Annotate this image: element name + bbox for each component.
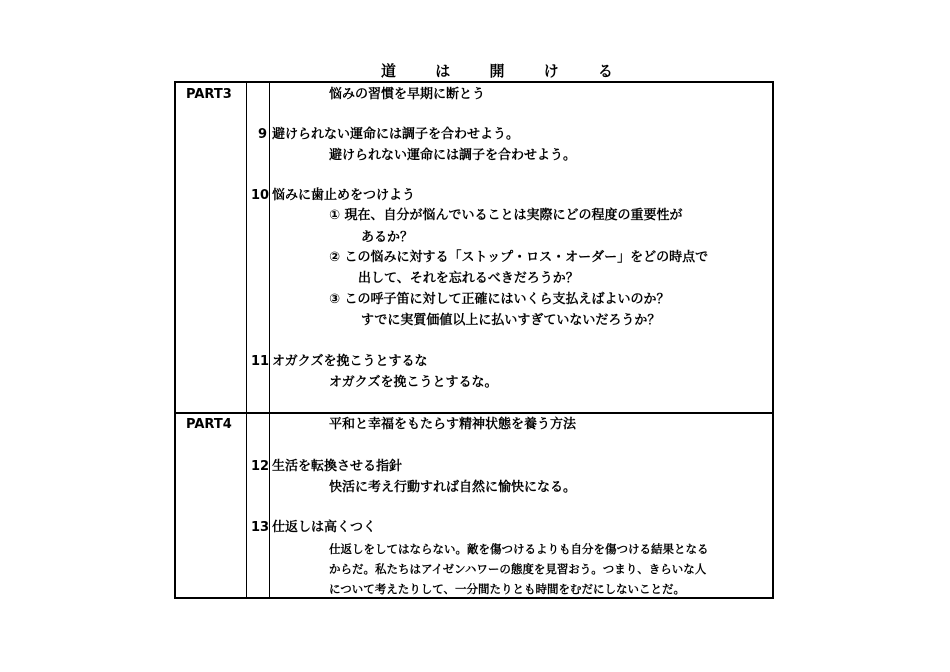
entry-body-13-line-1: 仕返しをしてはならない。敵を傷つけるよりも自分を傷つける結果となる [329,542,709,556]
part3-heading: 悩みの習慣を早期に断とう [329,87,486,102]
entry-body-10-line-6: すでに実質価値以上に払いすぎていないだろうか？ [361,313,661,328]
entry-body-12: 快活に考え行動すれば自然に愉快になる。 [329,480,577,495]
entry-body-9: 避けられない運命には調子を合わせよう。 [329,148,577,163]
entry-body-10-line-4: 出して、それを忘れるべきだろうか？ [358,271,579,286]
column-divider-1 [246,82,247,598]
entry-body-10-line-3: ② この悩みに対する「ストップ・ロス・オーダー」をどの時点で [329,250,709,265]
part-divider [174,412,774,414]
entry-body-13-line-3: について考えたりして、一分間たりとも時間をむだにしないことだ。 [329,582,686,596]
part4-heading: 平和と幸福をもたらす精神状態を養う方法 [329,417,577,432]
document-title: 道 は 開 け る [381,62,630,80]
entry-number-10: 10 [251,188,270,203]
part4-label: PART4 [186,417,232,432]
entry-title-10: 悩みに歯止めをつけよう [272,188,416,203]
entry-body-10-line-2: あるか？ [361,230,414,245]
entry-number-9: 9 [258,127,268,142]
entry-title-11: オガクズを挽こうとするな [272,354,428,369]
entry-body-13-line-2: からだ。私たちはアイゼンハワーの態度を見習おう。つまり、きらいな人 [329,562,707,576]
entry-title-9: 避けられない運命には調子を合わせよう。 [272,127,520,142]
entry-title-12: 生活を転換させる指針 [272,459,403,474]
entry-body-10-line-5: ③ この呼子笛に対して正確にはいくら支払えばよいのか？ [329,292,670,307]
entry-title-13: 仕返しは高くつく [272,520,377,535]
entry-number-13: 13 [251,520,270,535]
entry-number-12: 12 [251,459,270,474]
entry-body-11: オガクズを挽こうとするな。 [329,375,498,390]
column-divider-2 [269,82,270,598]
part3-label: PART3 [186,87,232,102]
entry-number-11: 11 [251,354,270,369]
entry-body-10-line-1: ① 現在、自分が悩んでいることは実際にどの程度の重要性が [329,208,683,223]
